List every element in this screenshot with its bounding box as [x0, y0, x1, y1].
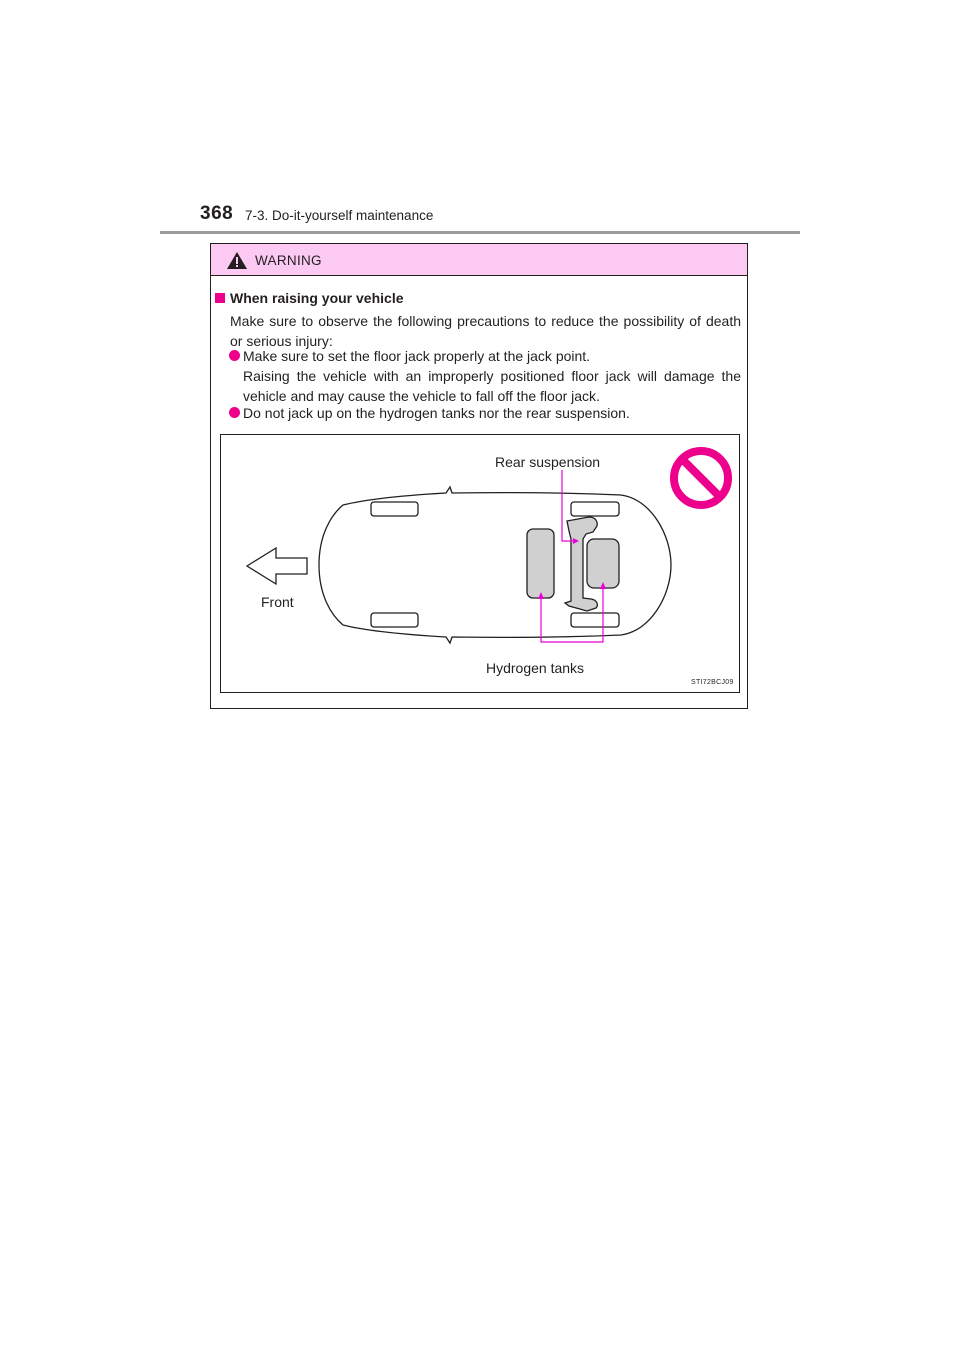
bullet-line: Raising the vehicle with an improperly positioned floor jack will damage the vehicle and may cause the vehicle to fall off the floor jack.: [243, 368, 741, 404]
warning-box: [210, 243, 748, 709]
square-bullet-icon: [215, 293, 225, 303]
page-number: 368: [200, 203, 234, 224]
prohibition-icon: [674, 451, 728, 505]
warning-heading: [215, 290, 404, 306]
warning-intro: Make sure to observe the following precautions to reduce the possibility of death or serious injury:: [230, 313, 741, 349]
warning-header: [211, 244, 747, 276]
bullet-line: Do not jack up on the hydrogen tanks nor the rear suspension.: [243, 405, 630, 421]
hydrogen-tank-rear: [587, 539, 619, 588]
warning-triangle-icon: [227, 252, 247, 269]
warning-heading-text: When raising your vehicle: [230, 290, 404, 306]
circle-bullet-icon: [229, 407, 240, 418]
rear-suspension-label: Rear suspension: [495, 454, 601, 470]
header-rule: [160, 231, 800, 234]
left-arrow-icon: [247, 548, 307, 584]
rear-left-wheel: [571, 502, 619, 516]
circle-bullet-icon: [229, 350, 240, 361]
hydrogen-tank-front: [527, 529, 554, 598]
warning-label: WARNING: [255, 253, 322, 268]
section-title: 7-3. Do-it-yourself maintenance: [245, 208, 434, 223]
rear-right-wheel: [571, 613, 619, 627]
front-label: Front: [261, 594, 294, 610]
vehicle-diagram-drawing: [221, 435, 739, 692]
front-right-wheel: [371, 613, 418, 627]
bullet-line: Make sure to set the floor jack properly at the jack point.: [243, 348, 591, 364]
hydrogen-tanks-label: Hydrogen tanks: [486, 660, 585, 676]
list-item: [216, 346, 741, 406]
list-item: [216, 403, 741, 423]
front-left-wheel: [371, 502, 418, 516]
figure-code: STI72BCJ09: [691, 679, 734, 686]
vehicle-diagram: [220, 434, 740, 693]
